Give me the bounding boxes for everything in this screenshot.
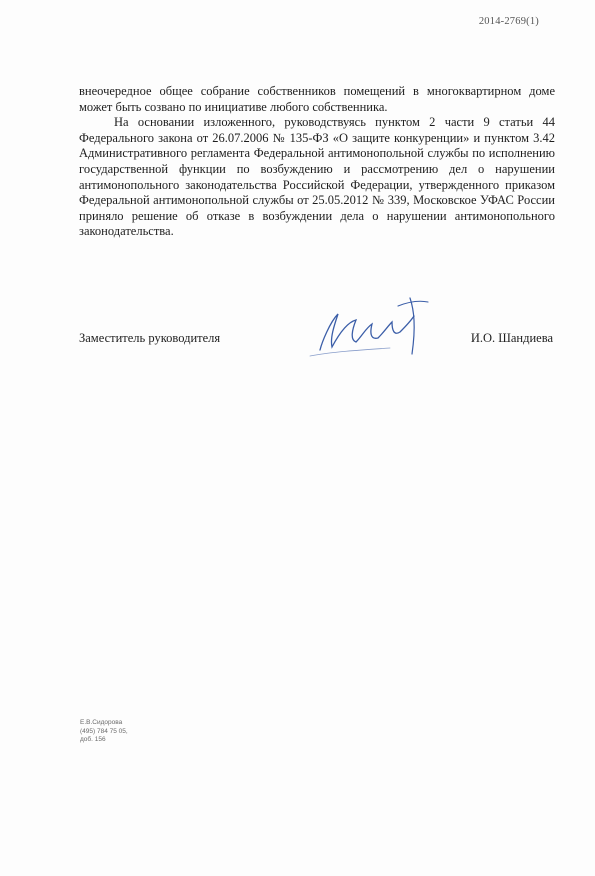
executor-ext: доб. 156 (80, 736, 106, 743)
executor-info (80, 719, 128, 745)
executor-name: Е.В.Сидорова (80, 719, 123, 726)
signatory-role: Заместитель руководителя (79, 331, 221, 345)
document-number: 2014-2769(1) (478, 16, 539, 27)
paragraph-continuation: внеочередное общее собрание собственников помещений в многоквартирном доме может быть созвано по инициативе любого собственника. (79, 84, 555, 114)
document-body (79, 84, 555, 240)
paragraph-decision: На основании изложенного, руководствуясь пунктом 2 части 9 статьи 44 Федерального закона от 26.07.2006 № 135-ФЗ «О защите конкуренции» и пунктом 3.42 Административного регламента Федеральной антимонопольной службы по исполнению государственной функции по возбуждению и рассмотрению дел о нарушении антимонопольного законодательства Российской Федерации, утвержденного приказом Федеральной антимонопольной службы от 25.05.2012 № 339, Московское УФАС России приняло решение об отказе в возбуждении дела о нарушении антимонопольного законодательства. (79, 115, 555, 239)
executor-phone: (495) 784 75 05, (80, 727, 128, 735)
handwritten-signature (300, 292, 450, 362)
signatory-name: И.О. Шандиева (470, 331, 553, 345)
signature-row (79, 331, 555, 351)
